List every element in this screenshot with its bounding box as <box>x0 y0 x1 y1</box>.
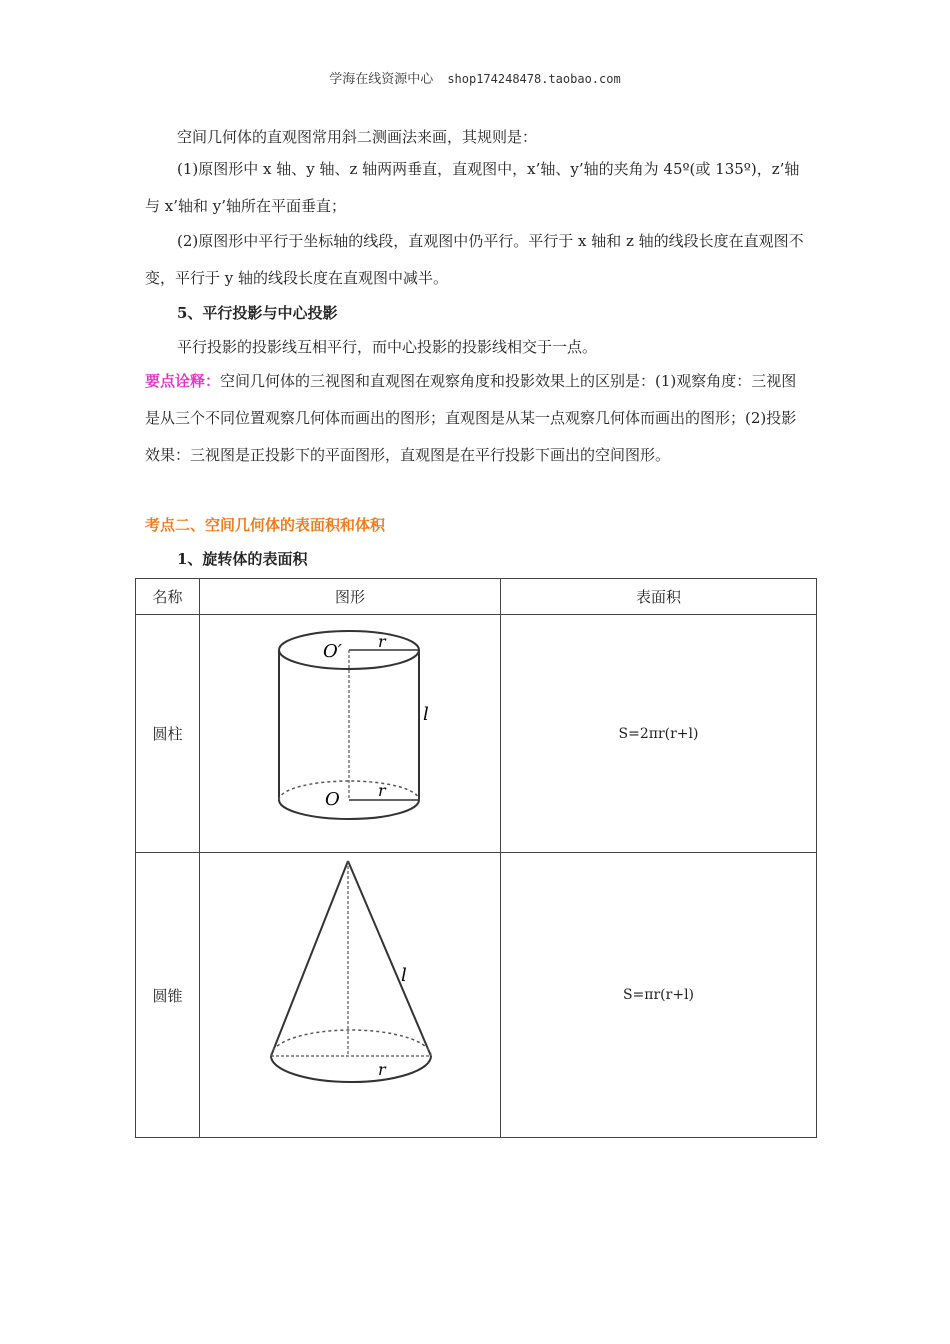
header-figure: 图形 <box>200 579 501 615</box>
table-row <box>136 615 817 853</box>
paragraph-intro: 空间几何体的直观图常用斜二测画法来画，其规则是： <box>177 128 538 146</box>
cylinder-figure <box>201 615 500 848</box>
row-name-cylinder: 圆柱 <box>136 615 200 853</box>
cylinder-bottom-center-label: O <box>324 789 340 810</box>
paragraph-rule-2: (2)原图形中平行于坐标轴的线段，直观图中仍平行。平行于 x 轴和 z 轴的线段长度在直观图不变，平行于 y 轴的线段长度在直观图中减半。 <box>145 232 804 287</box>
paragraph-projection: 平行投影的投影线互相平行，而中心投影的投影线相交于一点。 <box>177 338 598 356</box>
header-title: 学海在线资源中心 <box>329 72 434 87</box>
cylinder-figure-cell <box>200 615 501 853</box>
surface-area-table <box>135 578 817 1138</box>
cylinder-side-label: l <box>422 704 429 725</box>
cone-figure <box>201 853 500 1133</box>
cone-figure-cell <box>200 853 501 1138</box>
key-note-text: 空间几何体的三视图和直观图在观察角度和投影效果上的区别是：(1)观察角度：三视图是从三个不同位置观察几何体而画出的图形；直观图是从某一点观察几何体而画出的图形；(2)投影效果：三视图是正投影下的平面图形，直观图是在平行投影下画出的空间图形。 <box>145 372 797 464</box>
header-site: shop174248478.taobao.com <box>447 72 621 86</box>
row-formula-cylinder: S=2πr(r+l) <box>501 615 817 853</box>
paragraph-rule-1: (1)原图形中 x 轴、y 轴、z 轴两两垂直，直观图中，x’轴、y’轴的夹角为 45º(或 135º)，z’轴与 x’轴和 y’轴所在平面垂直； <box>145 160 800 215</box>
table-row <box>136 853 817 1138</box>
cylinder-top-center-label: O′ <box>322 641 342 662</box>
heading-projection: 5、平行投影与中心投影 <box>177 304 338 322</box>
key-note <box>145 363 810 474</box>
cone-side-label: l <box>400 965 407 986</box>
page-header <box>0 68 950 87</box>
cylinder-bottom-radius-label: r <box>377 781 386 800</box>
row-formula-cone: S=πr(r+l) <box>501 853 817 1138</box>
header-name: 名称 <box>136 579 200 615</box>
table-header-row <box>136 579 817 615</box>
key-note-label: 要点诠释： <box>145 372 221 390</box>
subheading-rotation-surface: 1、旋转体的表面积 <box>177 550 308 568</box>
cylinder-top-radius-label: r <box>377 632 386 651</box>
section-heading-2: 考点二、空间几何体的表面积和体积 <box>145 516 386 534</box>
cone-radius-label: r <box>377 1060 386 1079</box>
header-surface: 表面积 <box>501 579 817 615</box>
row-name-cone: 圆锥 <box>136 853 200 1138</box>
